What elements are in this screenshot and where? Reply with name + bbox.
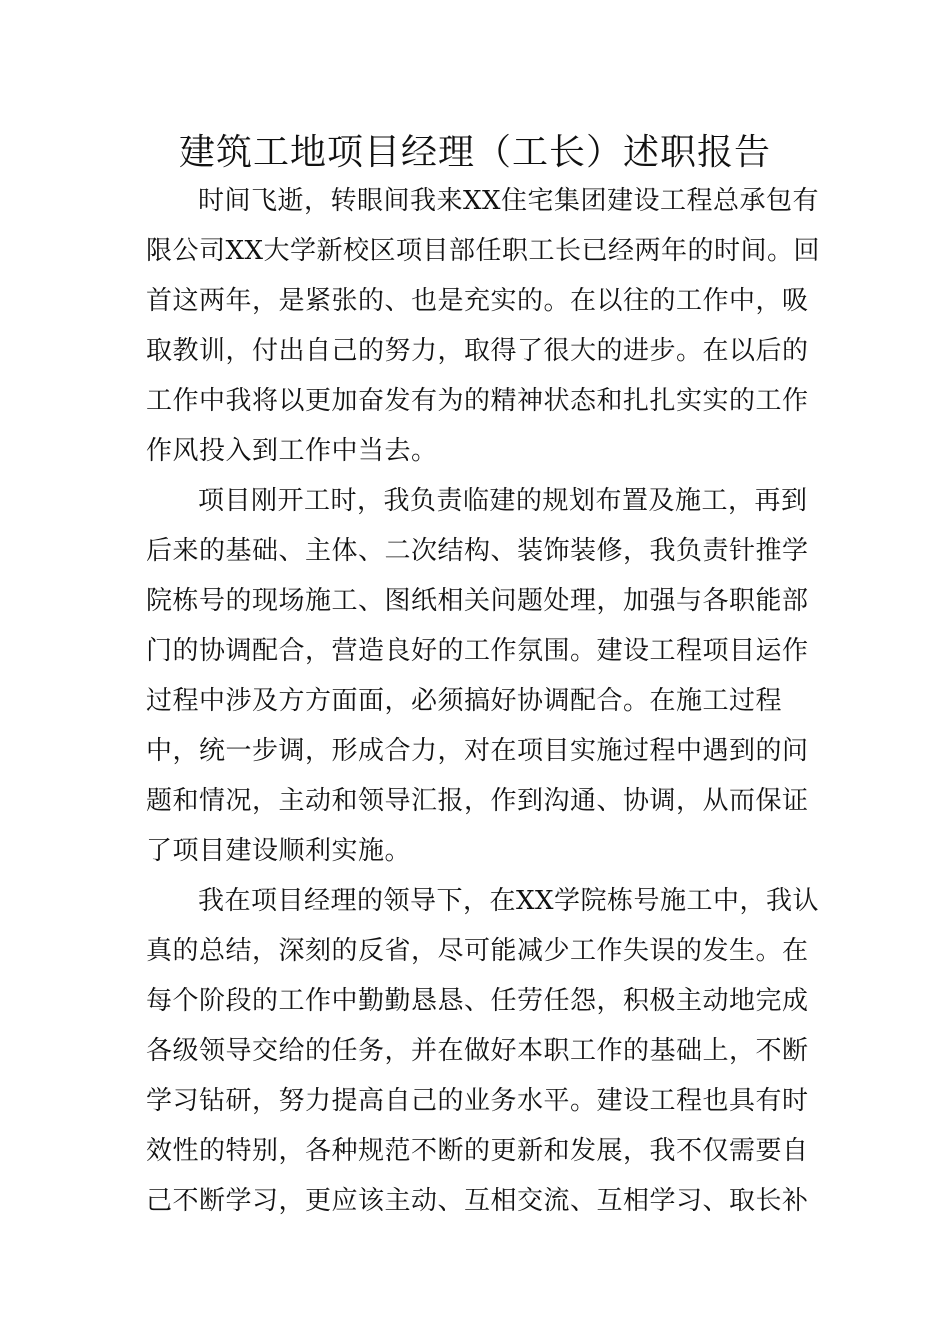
paragraph-2-line-1: 项目刚开工时，我负责临建的规划布置及施工，再到: [198, 486, 808, 516]
paragraph-1-line-4: 取教训，付出自己的努力，取得了很大的进步。在以后的: [146, 336, 809, 366]
document-title: 建筑工地项目经理（工长）述职报告: [178, 132, 771, 173]
document-body: [146, 176, 821, 1226]
paragraph-2-line-5: 过程中涉及方方面面，必须搞好协调配合。在施工过程: [146, 686, 783, 716]
paragraph-2-line-3: 院栋号的现场施工、图纸相关问题处理，加强与各职能部: [146, 586, 809, 616]
paragraph-2-line-7: 题和情况，主动和领导汇报，作到沟通、协调，从而保证: [146, 786, 809, 816]
paragraph-1-line-1: 时间飞逝，转眼间我来XX住宅集团建设工程总承包有: [198, 186, 820, 216]
paragraph-1-line-2: 限公司XX大学新校区项目部任职工长已经两年的时间。回: [146, 236, 821, 266]
paragraph-2-line-4: 门的协调配合，营造良好的工作氛围。建设工程项目运作: [146, 636, 809, 666]
paragraph-1-line-6: 作风投入到工作中当去。: [146, 436, 438, 466]
paragraph-2-line-6: 中，统一步调，形成合力，对在项目实施过程中遇到的问: [146, 736, 809, 766]
paragraph-3-line-4: 各级领导交给的任务，并在做好本职工作的基础上，不断: [146, 1036, 809, 1066]
paragraph-2-line-2: 后来的基础、主体、二次结构、装饰装修，我负责针推学: [146, 536, 809, 566]
paragraph-3-line-6: 效性的特别，各种规范不断的更新和发展，我不仅需要自: [146, 1136, 809, 1166]
paragraph-3-line-3: 每个阶段的工作中勤勤恳恳、任劳任怨，积极主动地完成: [146, 986, 809, 1016]
paragraph-1-line-3: 首这两年，是紧张的、也是充实的。在以往的工作中，吸: [146, 286, 809, 316]
paragraph-1-line-5: 工作中我将以更加奋发有为的精神状态和扎扎实实的工作: [146, 386, 809, 416]
paragraph-3-line-7: 己不断学习，更应该主动、互相交流、互相学习、取长补: [146, 1186, 809, 1216]
paragraph-3-line-5: 学习钻研，努力提高自己的业务水平。建设工程也具有时: [146, 1086, 809, 1116]
paragraph-3-line-2: 真的总结，深刻的反省，尽可能减少工作失误的发生。在: [146, 936, 809, 966]
paragraph-3-line-1: 我在项目经理的领导下，在XX学院栋号施工中，我认: [198, 886, 820, 916]
paragraph-2-line-8: 了项目建设顺利实施。: [146, 836, 412, 866]
